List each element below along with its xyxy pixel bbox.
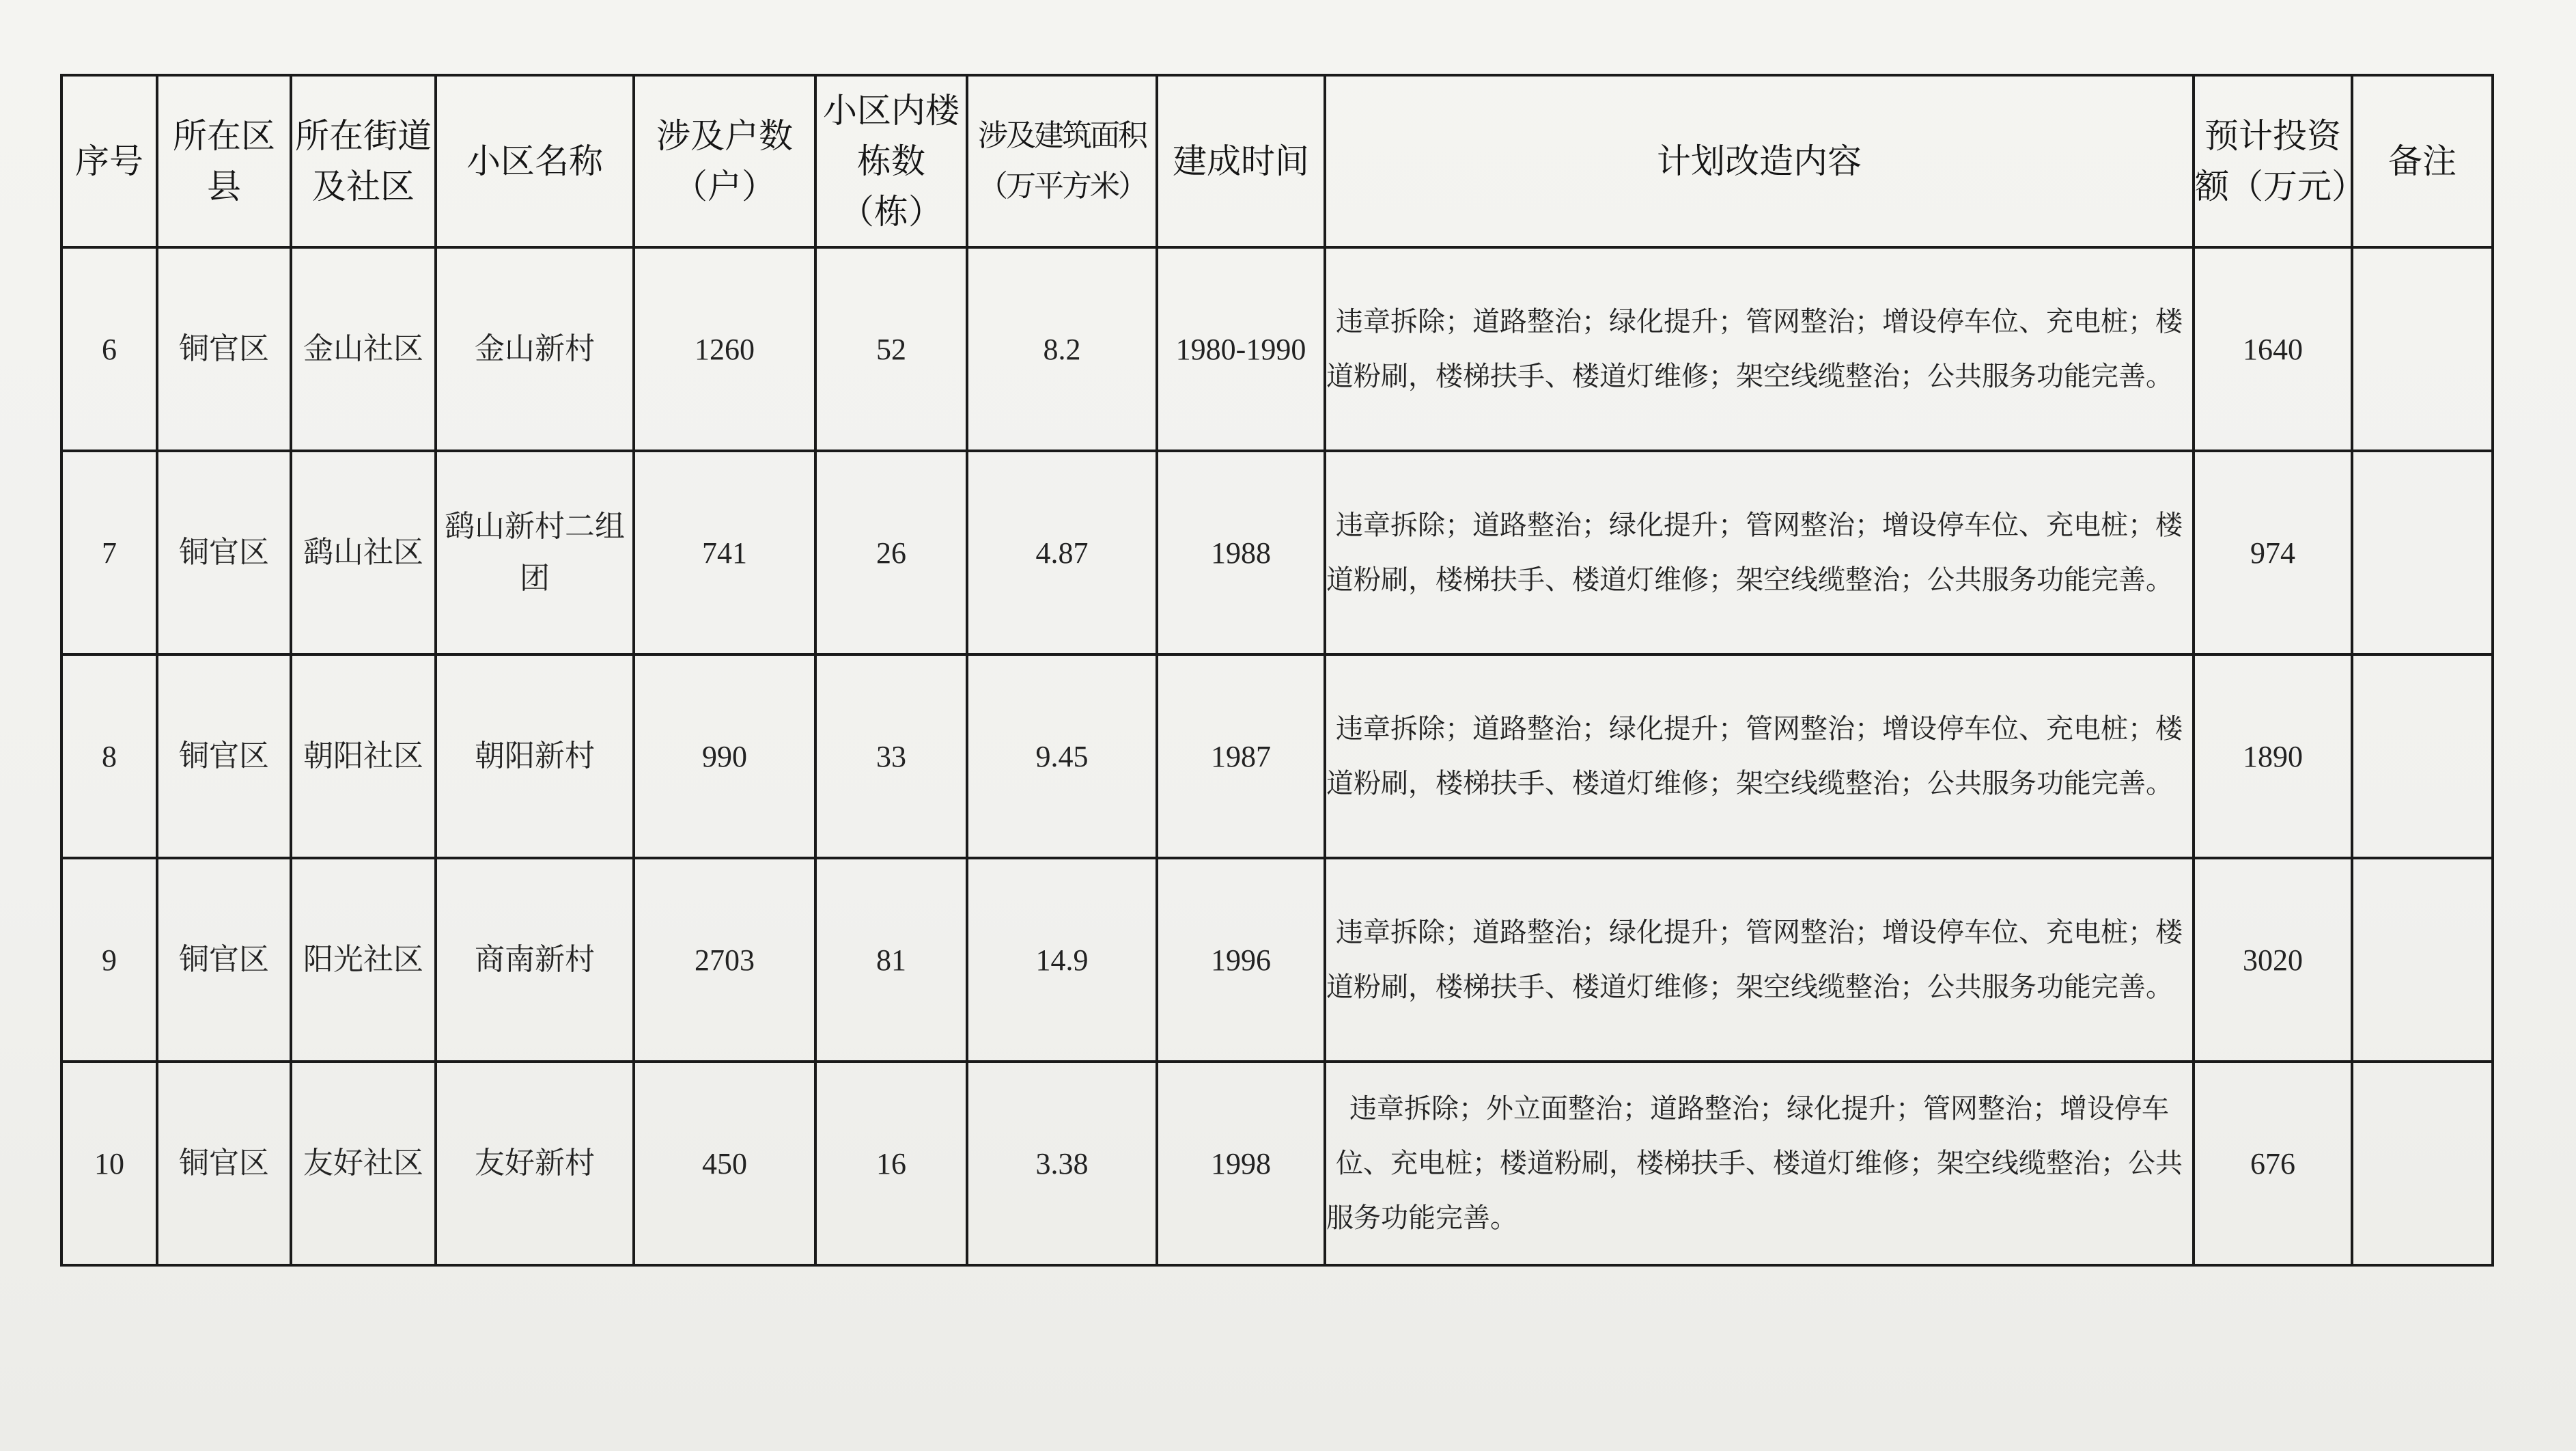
cell-area: 9.45 [967, 654, 1157, 858]
cell-plan: 违章拆除；外立面整治；道路整治；绿化提升；管网整治；增设停车位、充电桩；楼道粉刷，楼梯扶手、楼道灯维修；架空线缆整治；公共服务功能完善。 [1325, 1062, 2194, 1265]
cell-district: 铜官区 [157, 654, 291, 858]
cell-investment: 1890 [2194, 654, 2352, 858]
cell-households: 990 [634, 654, 815, 858]
cell-built: 1987 [1157, 654, 1325, 858]
table-row [61, 858, 2493, 1062]
cell-seq: 6 [61, 247, 157, 451]
cell-remarks [2352, 654, 2493, 858]
header-name: 小区名称 [436, 75, 634, 247]
cell-community: 友好社区 [291, 1062, 436, 1265]
cell-households: 1260 [634, 247, 815, 451]
cell-name: 金山新村 [436, 247, 634, 451]
cell-area: 8.2 [967, 247, 1157, 451]
cell-name: 商南新村 [436, 858, 634, 1062]
cell-remarks [2352, 858, 2493, 1062]
cell-seq: 7 [61, 451, 157, 654]
cell-community: 鹞山社区 [291, 451, 436, 654]
cell-built: 1980-1990 [1157, 247, 1325, 451]
cell-name: 鹞山新村二组团 [436, 451, 634, 654]
cell-seq: 9 [61, 858, 157, 1062]
cell-investment: 974 [2194, 451, 2352, 654]
cell-households: 741 [634, 451, 815, 654]
cell-buildings: 81 [815, 858, 967, 1062]
table-row [61, 1062, 2493, 1265]
header-buildings: 小区内楼栋数（栋） [815, 75, 967, 247]
header-community: 所在街道及社区 [291, 75, 436, 247]
cell-plan: 违章拆除；道路整治；绿化提升；管网整治；增设停车位、充电桩；楼道粉刷，楼梯扶手、楼道灯维修；架空线缆整治；公共服务功能完善。 [1325, 654, 2194, 858]
cell-community: 朝阳社区 [291, 654, 436, 858]
header-plan: 计划改造内容 [1325, 75, 2194, 247]
table-row [61, 654, 2493, 858]
cell-district: 铜官区 [157, 247, 291, 451]
cell-district: 铜官区 [157, 1062, 291, 1265]
cell-area: 4.87 [967, 451, 1157, 654]
table-row [61, 247, 2493, 451]
cell-investment: 1640 [2194, 247, 2352, 451]
cell-name: 友好新村 [436, 1062, 634, 1265]
cell-name: 朝阳新村 [436, 654, 634, 858]
cell-seq: 10 [61, 1062, 157, 1265]
header-remarks: 备注 [2352, 75, 2493, 247]
renovation-plan-table [60, 74, 2494, 1267]
cell-built: 1998 [1157, 1062, 1325, 1265]
header-built: 建成时间 [1157, 75, 1325, 247]
cell-remarks [2352, 1062, 2493, 1265]
cell-area: 3.38 [967, 1062, 1157, 1265]
cell-remarks [2352, 247, 2493, 451]
cell-households: 2703 [634, 858, 815, 1062]
table-row [61, 451, 2493, 654]
header-seq: 序号 [61, 75, 157, 247]
cell-community: 金山社区 [291, 247, 436, 451]
cell-seq: 8 [61, 654, 157, 858]
cell-buildings: 33 [815, 654, 967, 858]
cell-plan: 违章拆除；道路整治；绿化提升；管网整治；增设停车位、充电桩；楼道粉刷，楼梯扶手、楼道灯维修；架空线缆整治；公共服务功能完善。 [1325, 247, 2194, 451]
cell-plan: 违章拆除；道路整治；绿化提升；管网整治；增设停车位、充电桩；楼道粉刷，楼梯扶手、楼道灯维修；架空线缆整治；公共服务功能完善。 [1325, 451, 2194, 654]
cell-investment: 676 [2194, 1062, 2352, 1265]
cell-households: 450 [634, 1062, 815, 1265]
header-investment: 预计投资额（万元） [2194, 75, 2352, 247]
header-district: 所在区县 [157, 75, 291, 247]
cell-buildings: 16 [815, 1062, 967, 1265]
cell-buildings: 26 [815, 451, 967, 654]
cell-area: 14.9 [967, 858, 1157, 1062]
header-households: 涉及户数（户） [634, 75, 815, 247]
cell-investment: 3020 [2194, 858, 2352, 1062]
cell-district: 铜官区 [157, 451, 291, 654]
cell-remarks [2352, 451, 2493, 654]
cell-community: 阳光社区 [291, 858, 436, 1062]
cell-district: 铜官区 [157, 858, 291, 1062]
cell-buildings: 52 [815, 247, 967, 451]
header-area: 涉及建筑面积（万平方米） [967, 75, 1157, 247]
table-header-row [61, 75, 2493, 247]
cell-plan: 违章拆除；道路整治；绿化提升；管网整治；增设停车位、充电桩；楼道粉刷，楼梯扶手、楼道灯维修；架空线缆整治；公共服务功能完善。 [1325, 858, 2194, 1062]
cell-built: 1988 [1157, 451, 1325, 654]
cell-built: 1996 [1157, 858, 1325, 1062]
